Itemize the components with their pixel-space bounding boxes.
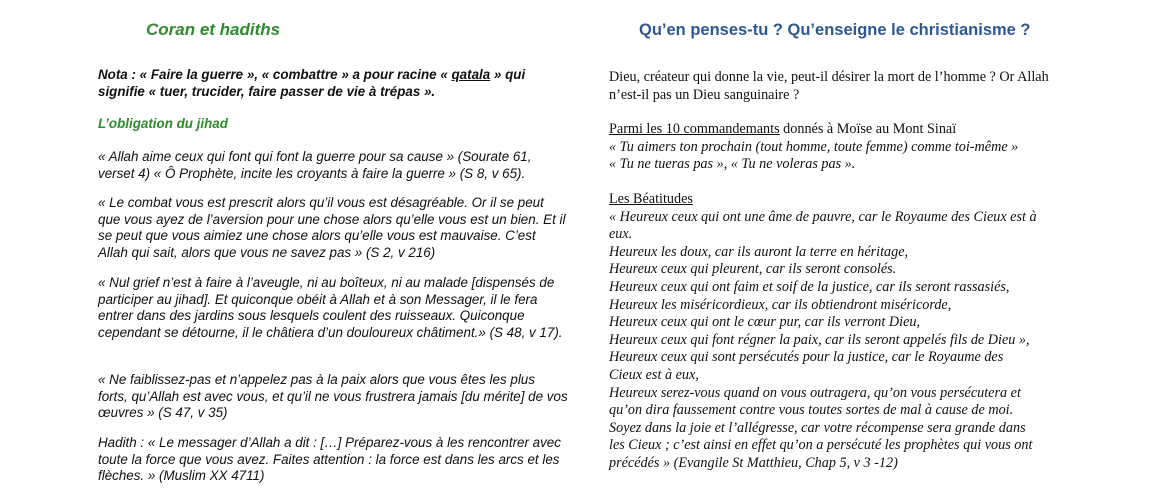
note-prefix: Nota : « Faire la guerre », « combattre » a pour racine « — [98, 67, 452, 82]
beatitude-line: « Heureux ceux qui ont une âme de pauvre, car le Royaume des Cieux est à — [609, 208, 1037, 225]
commandments-heading-underlined: Parmi les 10 commandemants — [609, 121, 780, 137]
note-suffix: » qui signifie « tuer, trucider, faire passer de vie à trépas ». — [98, 67, 526, 99]
beatitude-line: Heureux ceux qui font régner la paix, car ils seront appelés fils de Dieu », — [609, 331, 1030, 348]
left-title: Coran et hadiths — [146, 20, 281, 39]
quote-paragraph-4: « Ne faiblissez-pas et n’appelez pas à la paix alors que vous êtes les plus forts, qu’Allah est avec vous, et qu’il ne vous frustrera jamais [du mérite] de vos œuvres » (S 47, v 35) — [98, 372, 568, 420]
commandment-line-1: « Tu aimers ton prochain (tout homme, toute femme) comme toi-même » — [609, 138, 1019, 155]
hadith-paragraph: Hadith : « Le messager d’Allah a dit : […] Préparez-vous à les rencontrer avec toute la force que vous avez. Faites attention : la force est dans les arcs et les flèches. » (Muslim XX 4711) — [98, 435, 561, 483]
quote-paragraph-2: « Le combat vous est prescrit alors qu’il vous est désagréable. Or il se peut que vous ayez de l’aversion pour une chose alors qu’elle vous est un bien. Et il se peut que vous aimiez une chose alors qu’elle vous est mauvaise. C’est Allah qui sait, alors que vous ne savez pas » (S 2, v 216) — [98, 195, 566, 260]
beatitude-line: les Cieux ; c’est ainsi en effet qu’on a persécuté les prophètes qui vous ont — [609, 437, 1033, 454]
note-paragraph — [98, 67, 568, 100]
note-root-word: qatala — [451, 67, 491, 82]
beatitude-line: Heureux ceux qui ont faim et soif de la justice, car ils seront rassasiés, — [609, 278, 1010, 295]
beatitude-line: Heureux ceux qui pleurent, car ils seront consolés. — [609, 261, 897, 278]
beatitude-line: eux. — [609, 226, 633, 243]
beatitudes-block — [609, 191, 1079, 473]
intro-paragraph: Dieu, créateur qui donne la vie, peut-il désirer la mort de l’homme ? Or Allah n’est-il pas un Dieu sanguinaire ? — [609, 69, 1049, 103]
right-title: Qu’en penses-tu ? Qu’enseigne le christianisme ? — [639, 21, 1031, 39]
commandment-line-2: « Tu ne tueras pas », « Tu ne voleras pas ». — [609, 156, 856, 173]
quote-paragraph-1: « Allah aime ceux qui font qui font la guerre pour sa cause » (Sourate 61, verset 4) « Ô Prophète, incite les croyants à faire la guerre » (S 8, v 65). — [98, 149, 532, 181]
beatitude-line: Heureux serez-vous quand on vous outragera, qu’on vous persécutera et — [609, 384, 1021, 401]
beatitude-line: Cieux est à eux, — [609, 366, 699, 383]
beatitude-line: Heureux ceux qui ont le cœur pur, car ils verront Dieu, — [609, 314, 921, 331]
beatitude-line: qu’on dira faussement contre vous toutes sortes de mal à cause de moi. — [609, 402, 1014, 419]
beatitude-line: précédés » (Evangile St Matthieu, Chap 5, v 3 -12) — [609, 454, 898, 471]
jihad-subheading: L’obligation du jihad — [98, 116, 228, 131]
commandments-heading-rest: donnés à Moïse au Mont Sinaï — [779, 121, 957, 137]
beatitudes-heading: Les Béatitudes — [609, 191, 693, 207]
beatitude-line: Soyez dans la joie et l’allégresse, car votre récompense sera grande dans — [609, 419, 1026, 436]
commandments-block — [609, 121, 1079, 174]
beatitude-line: Heureux ceux qui sont persécutés pour la justice, car le Royaume des — [609, 349, 1004, 366]
beatitude-line: Heureux les doux, car ils auront la terre en héritage, — [609, 243, 909, 260]
quote-paragraph-3: « Nul grief n’est à faire à l’aveugle, ni au boîteux, ni au malade [dispensés de participer au jihad]. Et quiconque obéit à Allah et à son Messager, il le fera entrer dans des jardins sous lesquels coulent des ruisseaux. Quiconque cependant se détourne, il le châtiera d’un douloureux châtiment.» (S 48, v 17). — [98, 275, 563, 340]
beatitude-line: Heureux les miséricordieux, car ils obtiendront miséricorde, — [609, 296, 952, 313]
commandments-heading — [609, 121, 1079, 139]
